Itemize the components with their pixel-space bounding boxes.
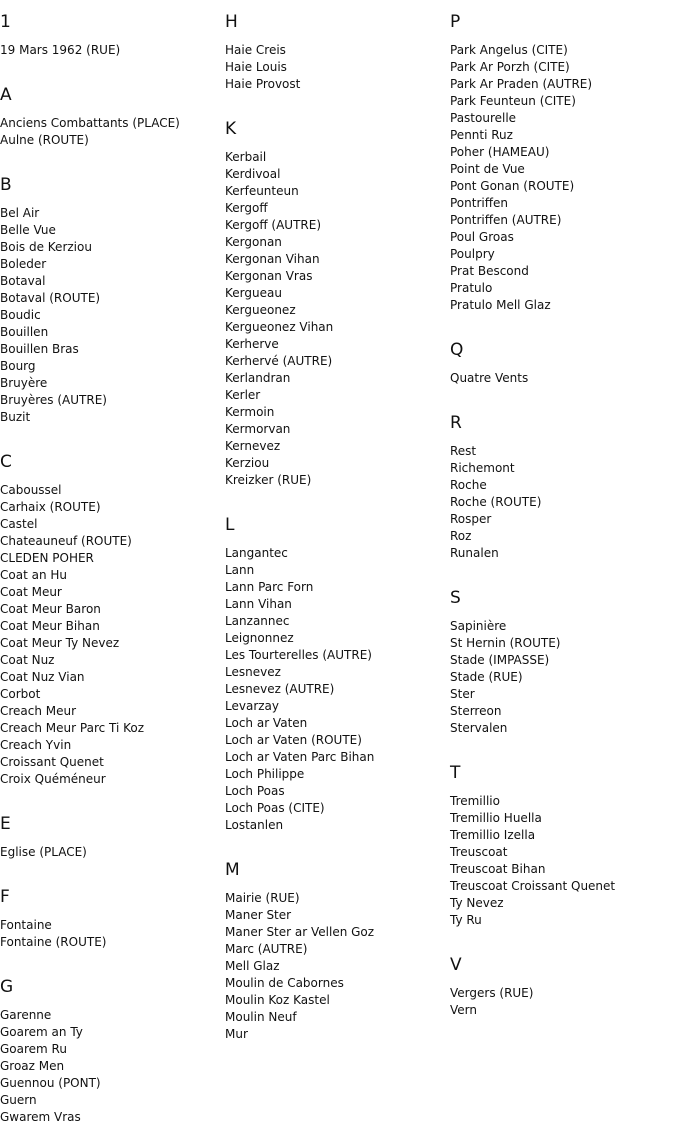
street-name: Pennti Ruz (450, 128, 513, 142)
street-name: Lann Parc Forn (225, 580, 314, 594)
letter-group (0, 887, 220, 951)
street-name: Coat Meur (0, 585, 62, 599)
street-name: Ster (450, 687, 475, 701)
street-name: Belle Vue (0, 223, 56, 237)
letter-heading: V (450, 955, 462, 975)
street-name: Park Feunteun (CITE) (450, 94, 576, 108)
street-name: Lanzannec (225, 614, 290, 628)
street-index-column-2 (225, 0, 445, 1043)
letter-heading: G (0, 977, 14, 997)
letter-heading: E (0, 814, 11, 834)
street-name: Stade (RUE) (450, 670, 523, 684)
street-name: Lann (225, 563, 255, 577)
street-list (450, 443, 670, 562)
street-name: Stade (IMPASSE) (450, 653, 550, 667)
street-name: Kergoff (225, 201, 268, 215)
street-name: Guennou (PONT) (0, 1076, 101, 1090)
street-name: Quatre Vents (450, 371, 529, 385)
street-name: Poher (HAMEAU) (450, 145, 550, 159)
street-name: Kerlandran (225, 371, 291, 385)
street-name: Fontaine (0, 918, 52, 932)
street-list (225, 42, 445, 93)
street-name: Bouillen (0, 325, 49, 339)
street-name: Moulin Neuf (225, 1010, 297, 1024)
letter-heading: S (450, 588, 461, 608)
street-name: Bouillen Bras (0, 342, 79, 356)
letter-group (225, 12, 445, 93)
letter-group (0, 452, 220, 788)
letter-heading: P (450, 12, 461, 32)
street-index-column-1 (0, 0, 220, 1126)
street-name: Pastourelle (450, 111, 517, 125)
street-name: Castel (0, 517, 38, 531)
street-name: Pontriffen (AUTRE) (450, 213, 562, 227)
street-name: Tremillio Izella (450, 828, 536, 842)
street-name: Roche (450, 478, 487, 492)
street-name: Kerbail (225, 150, 267, 164)
street-name: Moulin de Cabornes (225, 976, 344, 990)
street-name: Kergueonez (225, 303, 296, 317)
street-name: Loch ar Vaten Parc Bihan (225, 750, 375, 764)
street-name: Mur (225, 1027, 248, 1041)
letter-group (450, 413, 670, 562)
street-name: Pratulo (450, 281, 493, 295)
letter-heading: Q (450, 340, 464, 360)
letter-heading: B (0, 175, 12, 195)
street-name: Kerfeunteun (225, 184, 299, 198)
street-name: Garenne (0, 1008, 52, 1022)
street-name: Botaval (ROUTE) (0, 291, 101, 305)
letter-heading: C (0, 452, 12, 472)
street-name: Kerhervé (AUTRE) (225, 354, 333, 368)
street-name: Moulin Koz Kastel (225, 993, 330, 1007)
street-name: Kergoff (AUTRE) (225, 218, 322, 232)
street-index-column-3 (450, 0, 670, 1019)
street-name: Bruyère (0, 376, 48, 390)
street-name: Kreizker (RUE) (225, 473, 312, 487)
street-name: Caboussel (0, 483, 62, 497)
street-name: Coat Meur Ty Nevez (0, 636, 120, 650)
letter-group (225, 119, 445, 489)
street-list (0, 917, 220, 951)
street-name: Lann Vihan (225, 597, 292, 611)
street-name: Kergueonez Vihan (225, 320, 334, 334)
street-name: Botaval (0, 274, 46, 288)
street-name: Coat Nuz (0, 653, 55, 667)
street-name: Maner Ster ar Vellen Goz (225, 925, 375, 939)
street-name: Haie Creis (225, 43, 286, 57)
street-name: Loch ar Vaten (ROUTE) (225, 733, 362, 747)
street-list (0, 115, 220, 149)
street-name: Croix Quéméneur (0, 772, 106, 786)
street-name: Treuscoat Bihan (450, 862, 546, 876)
street-name: Guern (0, 1093, 37, 1107)
letter-group (0, 977, 220, 1126)
letter-heading: F (0, 887, 10, 907)
street-name: Corbot (0, 687, 41, 701)
street-name: Kergonan Vras (225, 269, 313, 283)
street-list (225, 149, 445, 489)
street-name: Anciens Combattants (PLACE) (0, 116, 180, 130)
street-name: Sterreon (450, 704, 502, 718)
street-name: Sapinière (450, 619, 507, 633)
street-name: Bois de Kerziou (0, 240, 92, 254)
street-name: Maner Ster (225, 908, 292, 922)
letter-heading: L (225, 515, 235, 535)
letter-heading: R (450, 413, 462, 433)
street-list (450, 793, 670, 929)
letter-heading: A (0, 85, 12, 105)
street-name: Coat Nuz Vian (0, 670, 85, 684)
street-name: Lesnevez (225, 665, 281, 679)
street-name: Kergonan Vihan (225, 252, 320, 266)
street-name: Park Ar Praden (AUTRE) (450, 77, 593, 91)
street-name: Carhaix (ROUTE) (0, 500, 101, 514)
street-name: Buzit (0, 410, 31, 424)
street-name: Pontriffen (450, 196, 508, 210)
letter-group (225, 860, 445, 1043)
street-name: 19 Mars 1962 (RUE) (0, 43, 121, 57)
street-name: Loch Poas (CITE) (225, 801, 325, 815)
letter-group (0, 814, 220, 861)
street-name: Prat Bescond (450, 264, 529, 278)
street-name: Loch Poas (225, 784, 285, 798)
street-name: Kerherve (225, 337, 279, 351)
letter-group (0, 85, 220, 149)
street-name: Loch Philippe (225, 767, 305, 781)
street-name: Kerler (225, 388, 261, 402)
street-name: Eglise (PLACE) (0, 845, 87, 859)
street-name: Gwarem Vras (0, 1110, 81, 1124)
street-name: Kermoin (225, 405, 275, 419)
street-name: Langantec (225, 546, 288, 560)
street-list (225, 545, 445, 834)
street-name: Coat Meur Bihan (0, 619, 100, 633)
street-list (0, 482, 220, 788)
street-name: Bel Air (0, 206, 40, 220)
street-name: Coat an Hu (0, 568, 67, 582)
letter-group (450, 763, 670, 929)
street-name: Tremillio (450, 794, 500, 808)
street-name: Kermorvan (225, 422, 291, 436)
street-name: Boudic (0, 308, 41, 322)
letter-group (450, 955, 670, 1019)
street-name: Roz (450, 529, 472, 543)
street-name: Fontaine (ROUTE) (0, 935, 107, 949)
street-name: St Hernin (ROUTE) (450, 636, 561, 650)
street-name: Roche (ROUTE) (450, 495, 542, 509)
street-name: Les Tourterelles (AUTRE) (225, 648, 372, 662)
street-list (450, 42, 670, 314)
street-name: Pont Gonan (ROUTE) (450, 179, 575, 193)
street-name: Boleder (0, 257, 47, 271)
street-name: Vergers (RUE) (450, 986, 534, 1000)
street-name: Ty Nevez (450, 896, 504, 910)
street-name: Bruyères (AUTRE) (0, 393, 107, 407)
street-name: Rest (450, 444, 477, 458)
street-name: Stervalen (450, 721, 508, 735)
letter-group (450, 12, 670, 314)
street-name: Loch ar Vaten (225, 716, 308, 730)
street-name: Mairie (RUE) (225, 891, 300, 905)
street-name: Park Angelus (CITE) (450, 43, 568, 57)
letter-heading: H (225, 12, 238, 32)
street-name: Lostanlen (225, 818, 284, 832)
letter-heading: K (225, 119, 237, 139)
street-list (0, 1007, 220, 1126)
letter-group (450, 340, 670, 387)
street-name: Levarzay (225, 699, 279, 713)
street-name: Haie Provost (225, 77, 301, 91)
street-list (0, 42, 220, 59)
street-list (0, 205, 220, 426)
street-name: Goarem an Ty (0, 1025, 83, 1039)
street-list (0, 844, 220, 861)
street-name: Bourg (0, 359, 36, 373)
street-name: Kernevez (225, 439, 281, 453)
street-name: Haie Louis (225, 60, 287, 74)
street-name: Tremillio Huella (450, 811, 542, 825)
street-name: Croissant Quenet (0, 755, 104, 769)
street-name: Leignonnez (225, 631, 294, 645)
street-name: Ty Ru (450, 913, 482, 927)
street-list (450, 985, 670, 1019)
street-list (450, 618, 670, 737)
street-name: Treuscoat (450, 845, 508, 859)
street-name: Mell Glaz (225, 959, 280, 973)
street-name: Creach Meur Parc Ti Koz (0, 721, 145, 735)
letter-group (450, 588, 670, 737)
letter-heading: M (225, 860, 240, 880)
street-name: Chateauneuf (ROUTE) (0, 534, 132, 548)
street-name: Vern (450, 1003, 477, 1017)
street-name: Rosper (450, 512, 492, 526)
letter-heading: 1 (0, 12, 11, 32)
street-name: Runalen (450, 546, 499, 560)
street-name: Richemont (450, 461, 515, 475)
street-name: Kergonan (225, 235, 282, 249)
letter-group (0, 175, 220, 426)
street-name: Kergueau (225, 286, 282, 300)
street-name: Goarem Ru (0, 1042, 67, 1056)
street-name: Poul Groas (450, 230, 514, 244)
street-name: Creach Yvin (0, 738, 72, 752)
street-name: Point de Vue (450, 162, 525, 176)
letter-heading: T (450, 763, 461, 783)
street-name: Marc (AUTRE) (225, 942, 308, 956)
street-name: Kerziou (225, 456, 270, 470)
street-name: CLEDEN POHER (0, 551, 94, 565)
letter-group (225, 515, 445, 834)
street-list (225, 890, 445, 1043)
street-name: Lesnevez (AUTRE) (225, 682, 335, 696)
street-name: Poulpry (450, 247, 495, 261)
street-name: Groaz Men (0, 1059, 65, 1073)
street-name: Aulne (ROUTE) (0, 133, 89, 147)
street-name: Pratulo Mell Glaz (450, 298, 551, 312)
street-name: Park Ar Porzh (CITE) (450, 60, 570, 74)
street-list (450, 370, 670, 387)
street-name: Creach Meur (0, 704, 77, 718)
street-name: Coat Meur Baron (0, 602, 101, 616)
letter-group (0, 12, 220, 59)
street-name: Kerdivoal (225, 167, 281, 181)
street-name: Treuscoat Croissant Quenet (450, 879, 616, 893)
